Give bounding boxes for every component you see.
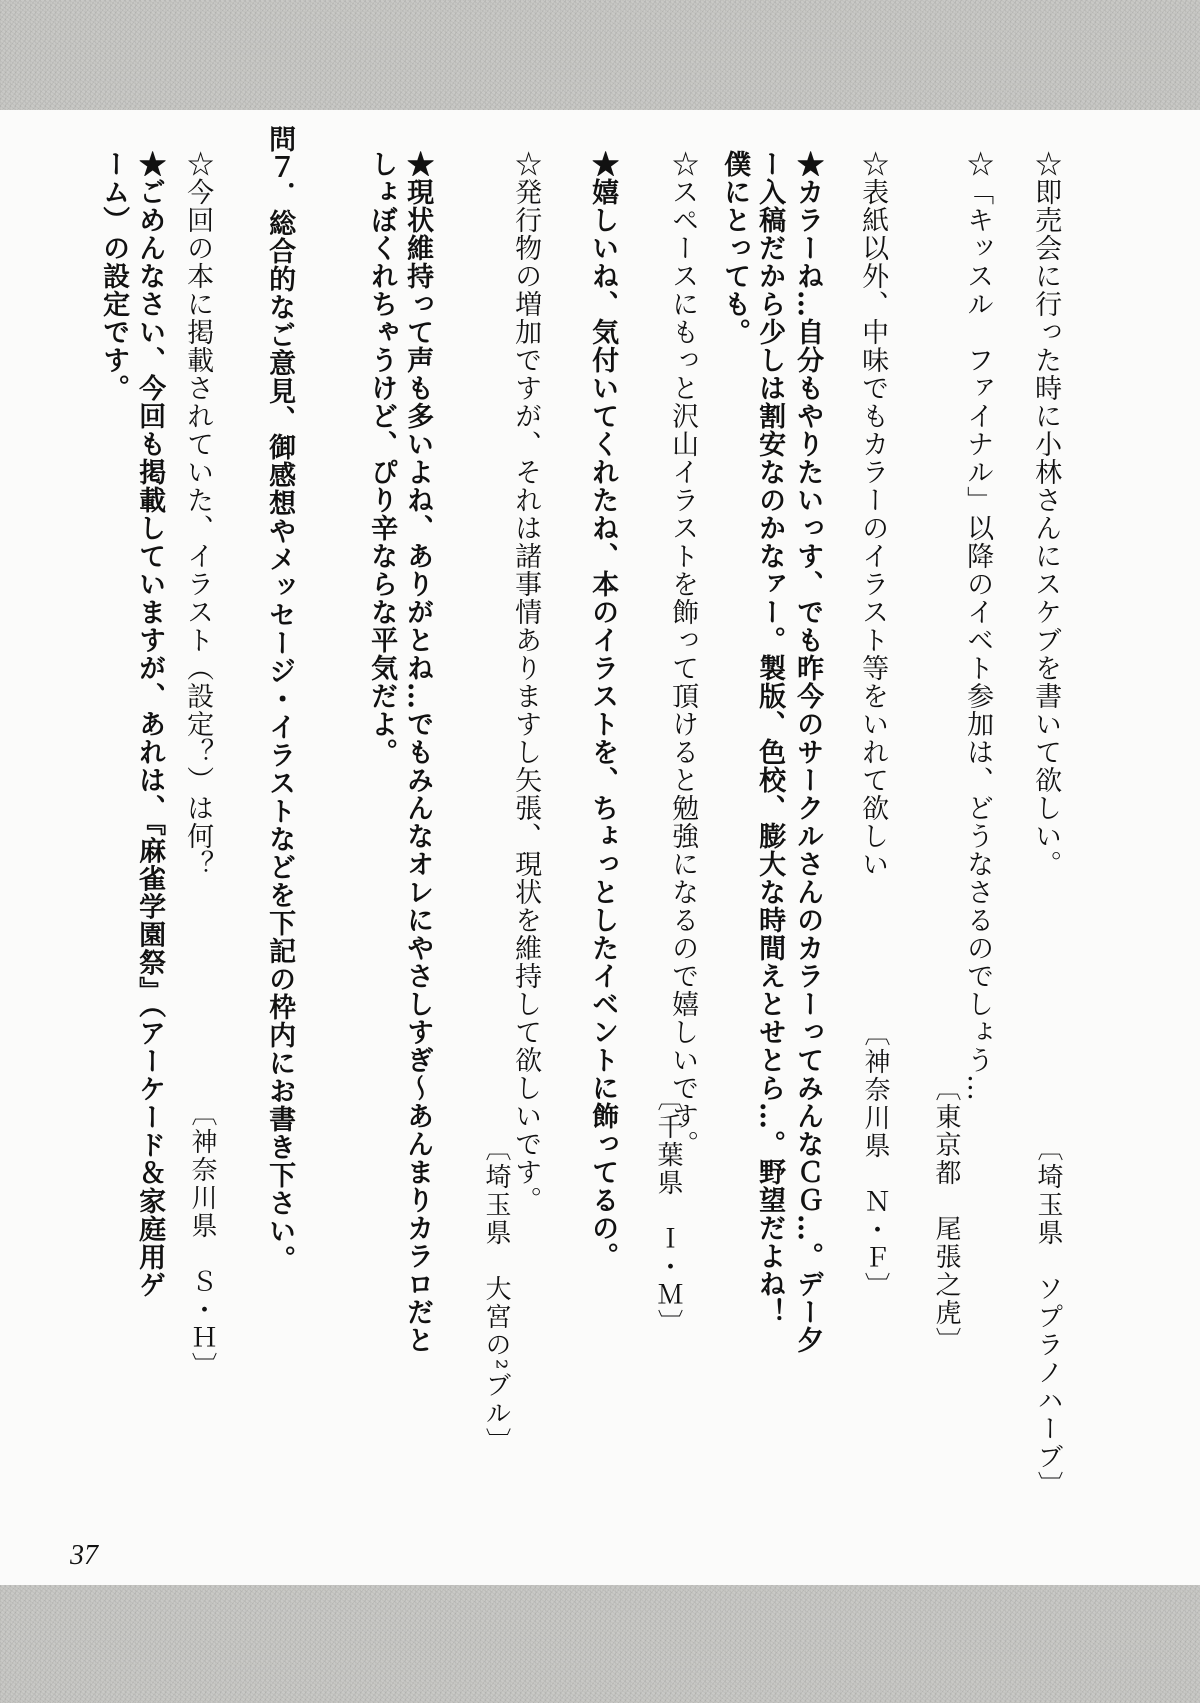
signature: 〔神奈川県 Ｓ・Ｈ〕 (187, 1100, 217, 1380)
text-line: ー入稿だから少しは割安なのかなァー。製版、色校、膨大な時間えとせとら…。野望だよね！ (754, 150, 786, 1326)
text-line: ☆発行物の増加ですが、それは諸事情ありますし矢張、現状を維持して欲しいです。 (510, 150, 542, 1214)
text-line: ☆今回の本に掲載されていた、イラスト（設定？）は何？ (182, 150, 214, 878)
text-line: ーム）の設定です。 (98, 150, 130, 402)
text-line: ★カラーね…自分もやりたいっす、でも昨今のサークルさんのカラーってみんなＣＧ…。デー夕 (792, 150, 824, 1354)
signature: 〔東京都 尾張之虎〕 (931, 1075, 961, 1355)
question-line: 問７．総合的なご意見、御感想やメッセージ・イラストなどを下記の枠内にお書き下さい。 (264, 125, 296, 1273)
top-scan-noise (0, 0, 1200, 110)
bottom-scan-noise (0, 1585, 1200, 1703)
text-line: ☆「キッスル ファイナル」以降のイベト参加は、どうなさるのでしょう… (962, 150, 994, 1102)
text-line: 僕にとっても。 (719, 150, 751, 346)
signature: 〔埼玉県 ソプラノハーブ〕 (1033, 1135, 1063, 1499)
signature: 〔神奈川県 Ｎ・Ｆ〕 (860, 1020, 890, 1300)
text-line: ★嬉しいね、気付いてくれたね、本のイラストを、ちょっとしたイベントに飾ってるの。 (587, 150, 619, 1270)
signature: 〔埼玉県 大宮の²ブル〕 (481, 1135, 511, 1456)
page-number: 37 (70, 1540, 98, 1571)
text-line: ☆表紙以外、中味でもカラーのイラスト等をいれて欲しい (857, 150, 889, 878)
text-line: ☆スペースにもっと沢山イラストを飾って頂けると勉強になるので嬉しいです。 (667, 150, 699, 1158)
text-line: ☆即売会に行った時に小林さんにスケブを書いて欲しい。 (1030, 150, 1062, 878)
text-line: しょぼくれちゃうけど、ぴり辛ならな平気だよ。 (366, 150, 398, 766)
text-line: ★現状維持って声も多いよね、ありがとね…でもみんなオレにやさしすぎ～あんまりカラロだと (402, 150, 434, 1354)
text-line: ★ごめんなさい、今回も掲載していますが、あれは、『麻雀学園祭』（アーケード＆家庭用ゲ (134, 150, 166, 1299)
signature: 〔千葉県 Ｉ・Ｍ〕 (653, 1085, 683, 1337)
